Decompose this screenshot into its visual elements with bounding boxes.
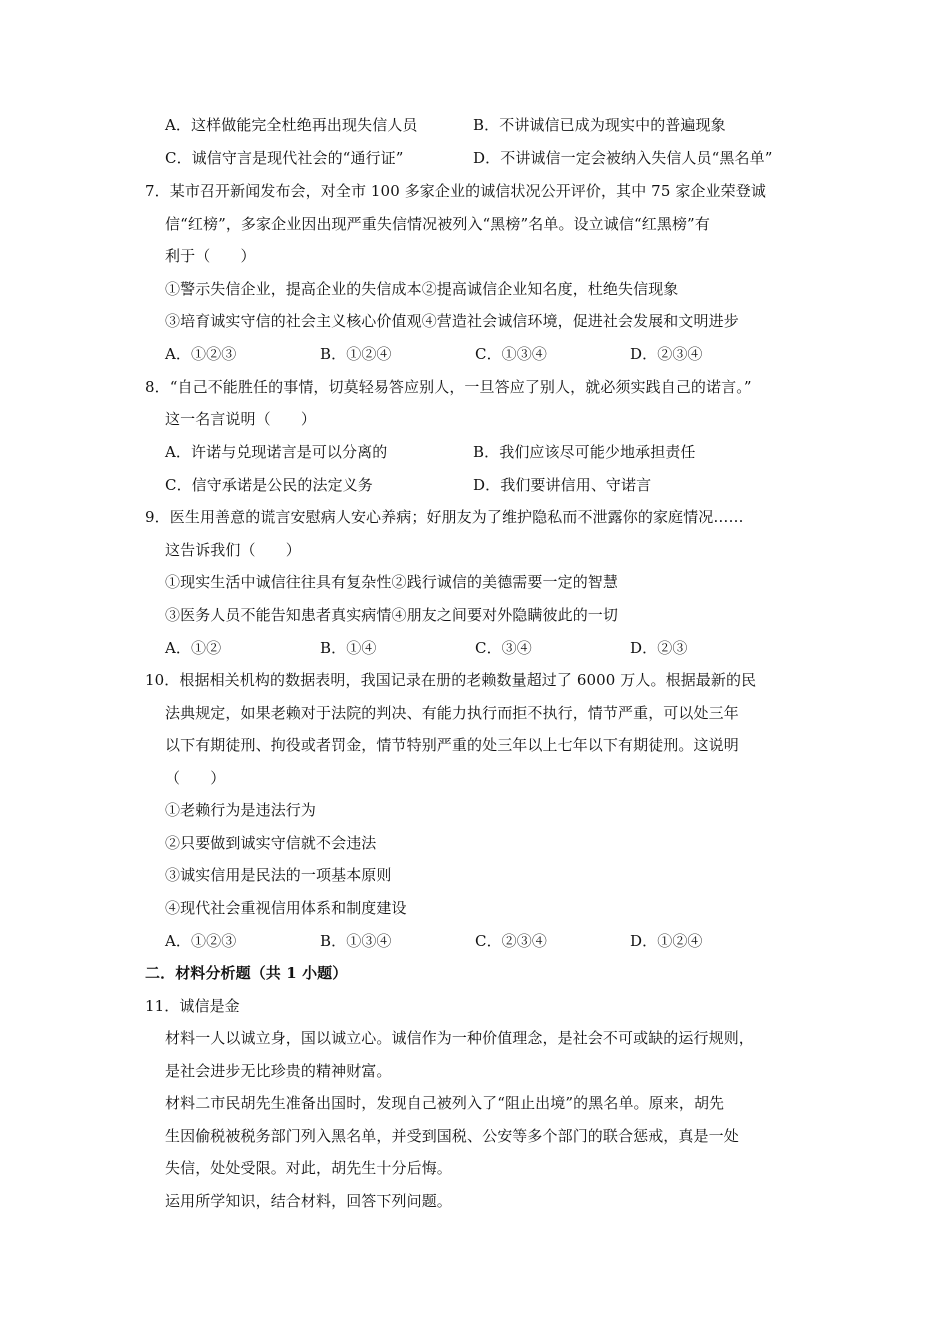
q9-stem-line-2: 这告诉我们（ ） <box>165 541 301 559</box>
q8-stem-line-2: 这一名言说明（ ） <box>165 410 317 428</box>
q11-material-2-line-1: 材料二市民胡先生准备出国时，发现自己被列入了“阻止出境”的黑名单。原来，胡先 <box>165 1094 725 1112</box>
q10-choices <box>165 930 785 952</box>
q7-choice-d: D．②③④ <box>630 345 703 363</box>
q11-material-2-line-2: 生因偷税被税务部门列入黑名单，并受到国税、公安等多个部门的联合惩戒，真是一处 <box>165 1127 739 1145</box>
q10-stem-line-3: 以下有期徒刑、拘役或者罚金，情节特别严重的处三年以上七年以下有期徒刑。这说明 <box>165 736 739 754</box>
q10-choice-d: D．①②④ <box>630 932 703 950</box>
q11-material-1-line-1: 材料一人以诚立身，国以诚立心。诚信作为一种价值理念，是社会不可或缺的运行规则， <box>165 1029 754 1047</box>
q9-statements-1: ①现实生活中诚信往往具有复杂性②践行诚信的美德需要一定的智慧 <box>165 573 619 591</box>
q8-option-b: B．我们应该尽可能少地承担责任 <box>473 443 696 461</box>
q7-choices <box>165 343 785 365</box>
q11-prompt: 运用所学知识，结合材料，回答下列问题。 <box>165 1192 452 1210</box>
q10-choice-a: A．①②③ <box>165 932 237 950</box>
q8-options-row-1 <box>165 441 815 463</box>
q9-choices <box>165 637 785 659</box>
q6-options-row-2 <box>165 147 815 169</box>
q10-statement-3: ③诚实信用是民法的一项基本原则 <box>165 866 392 884</box>
q6-option-b: B．不讲诚信已成为现实中的普遍现象 <box>473 116 726 134</box>
q6-options-row-1 <box>165 114 815 136</box>
q8-stem-line-1: 8．“自己不能胜任的事情，切莫轻易答应别人，一旦答应了别人，就必须实践自己的诺言。” <box>145 378 752 396</box>
q8-option-d: D．我们要讲信用、守诺言 <box>473 476 652 494</box>
q10-choice-b: B．①③④ <box>320 932 392 950</box>
section-2-title: 二．材料分析题（共 1 小题） <box>145 964 348 982</box>
q9-statements-2: ③医务人员不能告知患者真实病情④朋友之间要对外隐瞒彼此的一切 <box>165 606 619 624</box>
q7-stem-line-1: 7．某市召开新闻发布会，对全市 100 多家企业的诚信状况公开评价，其中 75 家企业荣登诚 <box>145 182 766 200</box>
q11-material-2-line-3: 失信，处处受限。对此，胡先生十分后悔。 <box>165 1159 452 1177</box>
q9-stem-line-1: 9．医生用善意的谎言安慰病人安心养病；好朋友为了维护隐私而不泄露你的家庭情况…… <box>145 508 744 526</box>
q9-choice-d: D．②③ <box>630 639 688 657</box>
q8-option-a: A．许诺与兑现诺言是可以分离的 <box>165 443 388 461</box>
q10-statement-1: ①老赖行为是违法行为 <box>165 801 317 819</box>
q7-stem-line-3: 利于（ ） <box>165 247 256 265</box>
q9-choice-a: A．①② <box>165 639 222 657</box>
q11-title: 11．诚信是金 <box>145 997 240 1015</box>
q6-option-d: D．不讲诚信一定会被纳入失信人员“黑名单” <box>473 149 773 167</box>
q9-choice-b: B．①④ <box>320 639 377 657</box>
q10-stem-line-1: 10．根据相关机构的数据表明，我国记录在册的老赖数量超过了 6000 万人。根据最新的民 <box>145 671 757 689</box>
q7-choice-a: A．①②③ <box>165 345 237 363</box>
q10-choice-c: C．②③④ <box>475 932 547 950</box>
q8-options-row-2 <box>165 474 815 496</box>
q11-material-1-line-2: 是社会进步无比珍贵的精神财富。 <box>165 1062 392 1080</box>
q7-stem-line-2: 信“红榜”，多家企业因出现严重失信情况被列入“黑榜”名单。设立诚信“红黑榜”有 <box>165 215 710 233</box>
q6-option-a: A．这样做能完全杜绝再出现失信人员 <box>165 116 418 134</box>
q7-statements-1: ①警示失信企业，提高企业的失信成本②提高诚信企业知名度，杜绝失信现象 <box>165 280 679 298</box>
q7-statements-2: ③培育诚实守信的社会主义核心价值观④营造社会诚信环境，促进社会发展和文明进步 <box>165 312 739 330</box>
q10-statement-4: ④现代社会重视信用体系和制度建设 <box>165 899 407 917</box>
q9-choice-c: C．③④ <box>475 639 532 657</box>
q6-option-c: C．诚信守言是现代社会的“通行证” <box>165 149 404 167</box>
q7-choice-c: C．①③④ <box>475 345 547 363</box>
q10-stem-line-4: （ ） <box>165 769 226 787</box>
q7-choice-b: B．①②④ <box>320 345 392 363</box>
q10-stem-line-2: 法典规定，如果老赖对于法院的判决、有能力执行而拒不执行，情节严重，可以处三年 <box>165 704 739 722</box>
q8-option-c: C．信守承诺是公民的法定义务 <box>165 476 373 494</box>
q10-statement-2: ②只要做到诚实守信就不会违法 <box>165 834 377 852</box>
